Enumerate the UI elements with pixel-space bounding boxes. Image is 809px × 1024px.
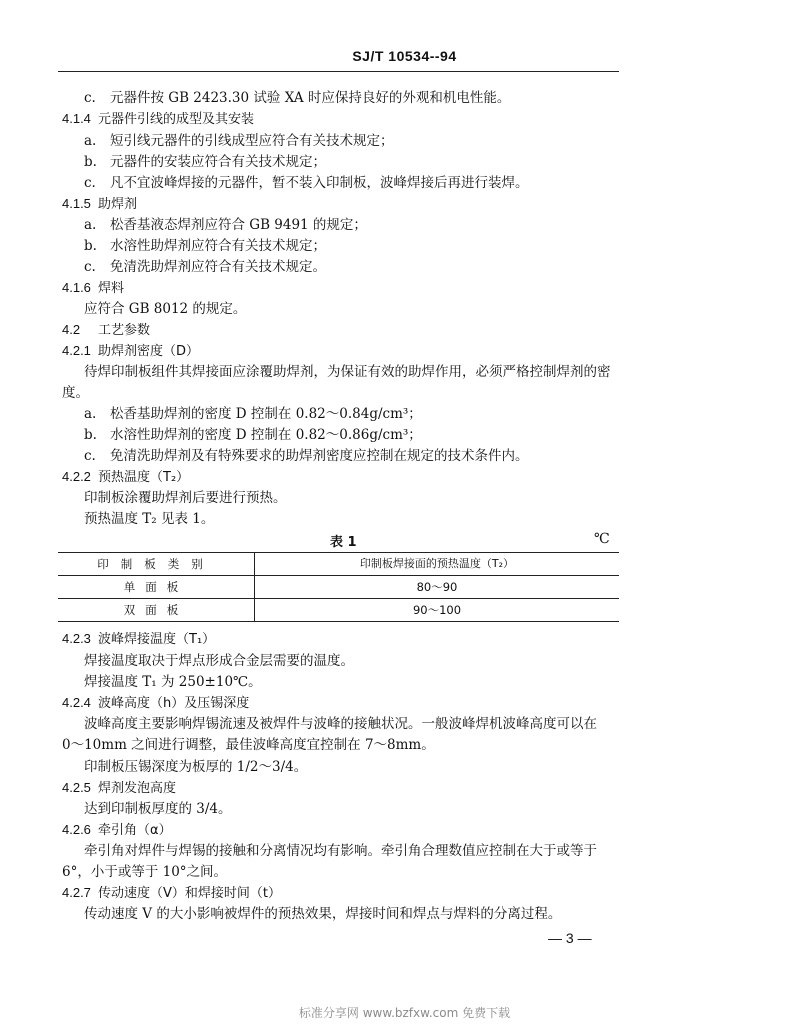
paragraph-line: 牵引角对焊件与焊锡的接触和分离情况均有影响。牵引角合理数值应控制在大于或等于 [84, 843, 597, 859]
paragraph-line: 焊接温度取决于焊点形成合金层需要的温度。 [84, 653, 354, 669]
table-row [58, 598, 619, 621]
section-title: 牵引角（α） [98, 823, 172, 838]
section-number: 4.2.3 [62, 631, 91, 646]
section-title: 焊料 [98, 281, 125, 296]
paragraph-line: 0～10mm 之间进行调整，最佳波峰高度宜控制在 7～8mm。 [62, 737, 435, 753]
list-item [84, 153, 326, 171]
item-marker: a. [84, 133, 97, 149]
section-number: 4.2.7 [62, 885, 91, 900]
header-rule [58, 71, 619, 72]
list-item [84, 258, 326, 276]
list-item [84, 216, 367, 234]
section-number: 4.2.1 [62, 343, 91, 358]
list-item [84, 89, 510, 107]
section-title: 元器件引线的成型及其安装 [98, 112, 255, 127]
item-text: 元器件的安装应符合有关技术规定； [110, 154, 326, 170]
item-text: 免清洗助焊剂及有特殊要求的助焊剂密度应控制在规定的技术条件内。 [110, 448, 529, 464]
section-heading-4-2-6 [62, 821, 172, 840]
table-unit: ℃ [594, 531, 610, 547]
item-marker: a. [84, 406, 97, 422]
section-title: 助焊剂密度（D） [98, 344, 200, 359]
section-heading-4-1-5 [62, 195, 137, 214]
section-title: 焊剂发泡高度 [98, 781, 177, 796]
paragraph-line: 印制板压锡深度为板厚的 1/2～3/4。 [84, 759, 308, 775]
paragraph-line: 传动速度 V 的大小影响被焊件的预热效果，焊接时间和焊点与焊料的分离过程。 [84, 906, 562, 922]
item-marker: b. [84, 238, 97, 254]
table-header-row [58, 553, 619, 575]
section-heading-4-1-6 [62, 279, 124, 298]
paragraph-line: 度。 [62, 385, 89, 401]
section-heading-4-2-1 [62, 342, 199, 361]
section-number: 4.1.5 [62, 196, 91, 211]
paragraph-line: 待焊印制板组件其焊接面应涂覆助焊剂，为保证有效的助焊作用，必须严格控制焊剂的密 [84, 364, 611, 380]
list-item [84, 174, 529, 192]
section-number: 4.2.6 [62, 822, 91, 837]
table-header-cell: 印制板焊接面的预热温度（T₂） [359, 557, 515, 570]
paragraph-line: 达到印制板厚度的 3/4。 [84, 801, 232, 817]
page-number: — 3 — [548, 930, 592, 946]
section-heading-4-2-2 [62, 468, 189, 487]
section-heading-4-2-4 [62, 694, 249, 713]
item-marker: c. [84, 448, 96, 464]
item-marker: a. [84, 217, 97, 233]
list-item [84, 132, 394, 150]
paragraph-line: 波峰高度主要影响焊锡流速及被焊件与波峰的接触状况。一般波峰焊机波峰高度可以在 [84, 716, 597, 732]
item-marker: c. [84, 90, 96, 106]
section-title: 波峰焊接温度（T₁） [98, 632, 216, 647]
item-text: 水溶性助焊剂应符合有关技术规定； [110, 238, 326, 254]
section-number: 4.1.6 [62, 280, 91, 295]
table-caption: 表 1 [330, 535, 357, 550]
item-text: 元器件按 GB 2423.30 试验 XA 时应保持良好的外观和机电性能。 [110, 90, 511, 106]
item-text: 松香基液态焊剂应符合 GB 9491 的规定； [110, 217, 367, 233]
standard-code-header: SJ/T 10534--94 [352, 48, 457, 64]
section-title: 预热温度（T₂） [98, 470, 190, 485]
table-cell: 单面板 [58, 576, 255, 598]
section-number: 4.1.4 [62, 111, 91, 126]
item-text: 水溶性助焊剂的密度 D 控制在 0.82～0.86g/cm³； [110, 427, 422, 443]
section-heading-4-2-5 [62, 779, 176, 798]
item-marker: b. [84, 154, 97, 170]
paragraph-line: 印制板涂覆助焊剂后要进行预热。 [84, 490, 287, 506]
item-marker: b. [84, 427, 97, 443]
list-item [84, 405, 422, 423]
section-title: 助焊剂 [98, 197, 138, 212]
watermark-footer: 标准分享网 www.bzfxw.com 免费下载 [298, 1006, 511, 1020]
item-text: 松香基助焊剂的密度 D 控制在 0.82～0.84g/cm³； [110, 406, 422, 422]
list-item [84, 447, 529, 465]
item-marker: c. [84, 175, 96, 191]
table-cell: 双面板 [58, 599, 255, 621]
section-heading-4-1-4 [62, 110, 254, 129]
table-cell: 90～100 [412, 603, 462, 617]
section-title: 波峰高度（h）及压锡深度 [98, 696, 250, 711]
section-title: 传动速度（V）和焊接时间（t） [98, 886, 281, 901]
section-number: 4.2 [62, 322, 81, 337]
section-number: 4.2.4 [62, 695, 91, 710]
section-heading-4-2-3 [62, 630, 215, 649]
paragraph-line: 预热温度 T₂ 见表 1。 [84, 511, 215, 527]
item-text: 免清洗助焊剂应符合有关技术规定。 [110, 259, 326, 275]
paragraph-line: 6°，小于或等于 10°之间。 [62, 864, 228, 880]
section-title: 工艺参数 [98, 323, 151, 338]
item-text: 凡不宜波峰焊接的元器件，暂不装入印制板，波峰焊接后再进行装焊。 [110, 175, 529, 191]
section-heading-4-2 [62, 321, 150, 340]
section-number: 4.2.5 [62, 780, 91, 795]
item-text: 短引线元器件的引线成型应符合有关技术规定； [110, 133, 394, 149]
preheat-temperature-table [58, 552, 619, 622]
paragraph-line: 焊接温度 T₁ 为 250±10℃。 [84, 674, 262, 690]
table-row [58, 575, 619, 598]
table-header-cell: 印制板类别 [58, 553, 255, 575]
table-cell: 80～90 [416, 580, 458, 594]
list-item [84, 237, 326, 255]
list-item [84, 426, 422, 444]
item-marker: c. [84, 259, 96, 275]
section-heading-4-2-7 [62, 884, 281, 903]
section-number: 4.2.2 [62, 469, 91, 484]
paragraph-line: 应符合 GB 8012 的规定。 [84, 301, 247, 317]
